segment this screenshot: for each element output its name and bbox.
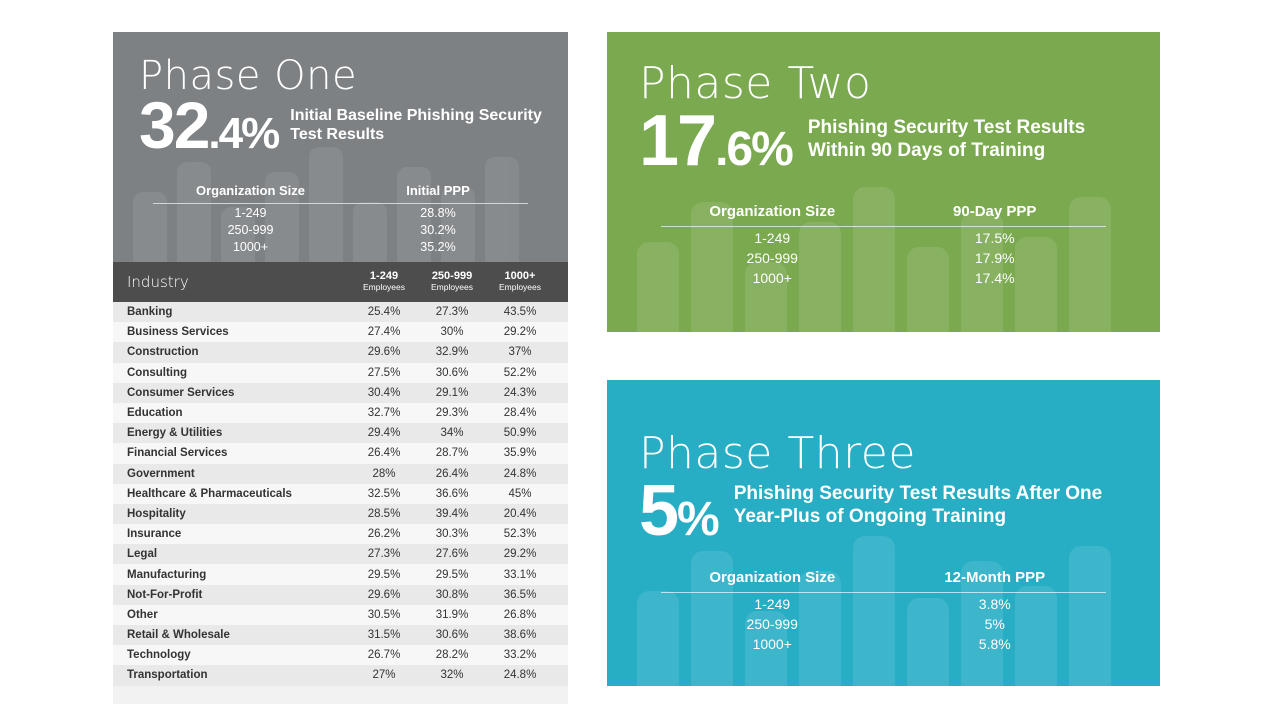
phase-one-summary-table xyxy=(153,183,528,255)
row-c2: 34% xyxy=(440,427,464,440)
table-row xyxy=(113,564,568,584)
summary-value: 5% xyxy=(984,616,1005,632)
table-row xyxy=(113,403,568,423)
row-industry: Legal xyxy=(127,548,158,561)
table-row xyxy=(113,645,568,665)
row-c1: 26.2% xyxy=(367,528,401,541)
phase-one-title: Phase One xyxy=(139,53,358,99)
row-c1: 28% xyxy=(372,467,396,480)
row-c3: 29.2% xyxy=(503,326,537,339)
row-c3: 33.2% xyxy=(503,649,537,662)
row-industry: Transportation xyxy=(127,669,208,682)
phase-two-percent-small: .6% xyxy=(715,123,792,176)
summary-value: 30.2% xyxy=(420,223,456,237)
row-c2: 31.9% xyxy=(435,608,469,621)
summary-header-row xyxy=(661,203,1106,227)
row-c1: 27.4% xyxy=(367,326,401,339)
row-industry: Education xyxy=(127,407,183,420)
summary-header-row xyxy=(661,569,1106,593)
row-c3: 20.4% xyxy=(503,507,537,520)
table-row xyxy=(113,524,568,544)
header-col-1-249-sub: Employees xyxy=(362,282,406,292)
row-industry: Hospitality xyxy=(127,507,186,520)
row-industry: Retail & Wholesale xyxy=(127,629,230,642)
row-industry: Not-For-Profit xyxy=(127,588,203,601)
summary-header-size: Organization Size xyxy=(709,569,836,586)
row-c1: 25.4% xyxy=(367,306,401,319)
table-row xyxy=(113,423,568,443)
row-c1: 27.3% xyxy=(367,548,401,561)
summary-size: 1000+ xyxy=(752,270,792,286)
row-industry: Government xyxy=(127,467,195,480)
summary-value: 35.2% xyxy=(420,240,456,254)
table-row xyxy=(113,504,568,524)
row-c3: 52.2% xyxy=(503,366,537,379)
row-industry: Consumer Services xyxy=(127,386,235,399)
phase-one-panel xyxy=(113,32,568,704)
row-c2: 28.7% xyxy=(435,447,469,460)
summary-header-row xyxy=(153,183,528,204)
phase-three-panel xyxy=(607,380,1160,686)
phase-three-percent xyxy=(639,471,718,555)
row-industry: Banking xyxy=(127,306,173,319)
phase-three-percent-small: % xyxy=(677,493,718,546)
row-c2: 29.3% xyxy=(435,407,469,420)
phase-one-percent-small: .4% xyxy=(208,109,279,158)
phase-three-subtitle: Phishing Security Test Results After One Year-Plus of Ongoing Training xyxy=(733,483,1103,527)
summary-header-value: 12-Month PPP xyxy=(944,569,1046,586)
row-industry: Manufacturing xyxy=(127,568,207,581)
summary-row xyxy=(661,247,1106,267)
summary-size: 250-999 xyxy=(227,223,274,237)
summary-size: 1-249 xyxy=(754,230,791,246)
row-c2: 30.8% xyxy=(435,588,469,601)
header-col-250-999-label: 250-999 xyxy=(431,270,473,282)
phase-two-percent-main: 17 xyxy=(639,101,716,181)
row-c3: 35.9% xyxy=(503,447,537,460)
row-c1: 30.5% xyxy=(367,608,401,621)
summary-value: 17.5% xyxy=(974,230,1015,246)
row-c2: 30% xyxy=(440,326,464,339)
summary-row xyxy=(661,267,1106,287)
row-c2: 27.6% xyxy=(435,548,469,561)
row-c2: 29.1% xyxy=(435,386,469,399)
phase-three-figure-row xyxy=(639,471,1128,555)
summary-value: 17.9% xyxy=(974,250,1015,266)
header-col-250-999-sub: Employees xyxy=(430,282,474,292)
table-row xyxy=(113,383,568,403)
row-c3: 29.2% xyxy=(503,548,537,561)
summary-header-value: Initial PPP xyxy=(406,183,470,198)
phase-two-subtitle: Phishing Security Test Results Within 90 Days of Training xyxy=(807,117,1086,161)
summary-size: 1-249 xyxy=(234,206,267,220)
row-industry: Business Services xyxy=(127,326,229,339)
summary-size: 250-999 xyxy=(746,616,798,632)
phase-two-percent xyxy=(639,101,792,185)
summary-row xyxy=(661,633,1106,653)
header-col-250-999 xyxy=(418,271,486,293)
table-row xyxy=(113,363,568,383)
row-c1: 26.7% xyxy=(367,649,401,662)
phase-one-header xyxy=(113,32,568,262)
header-col-1000-plus-sub: Employees xyxy=(498,282,542,292)
table-row xyxy=(113,342,568,362)
row-c3: 24.8% xyxy=(503,467,537,480)
row-c3: 43.5% xyxy=(503,306,537,319)
row-c1: 29.4% xyxy=(367,427,401,440)
row-c2: 30.6% xyxy=(435,366,469,379)
row-c3: 24.8% xyxy=(503,669,537,682)
table-row xyxy=(113,484,568,504)
row-industry: Other xyxy=(127,608,158,621)
table-row xyxy=(113,443,568,463)
row-industry: Energy & Utilities xyxy=(127,427,223,440)
summary-value: 5.8% xyxy=(978,636,1011,652)
phase-two-title: Phase Two xyxy=(639,58,872,109)
industry-table-body xyxy=(113,302,568,686)
summary-size: 250-999 xyxy=(746,250,798,266)
row-c3: 33.1% xyxy=(503,568,537,581)
row-c1: 29.6% xyxy=(367,588,401,601)
row-c2: 27.3% xyxy=(435,306,469,319)
table-row xyxy=(113,322,568,342)
summary-row xyxy=(153,238,528,255)
phase-one-percent-main: 32 xyxy=(139,88,209,162)
row-c3: 38.6% xyxy=(503,629,537,642)
row-c2: 29.5% xyxy=(435,568,469,581)
row-industry: Healthcare & Pharmaceuticals xyxy=(127,487,292,500)
summary-header-value: 90-Day PPP xyxy=(953,203,1037,220)
row-industry: Insurance xyxy=(127,528,182,541)
summary-row xyxy=(661,593,1106,613)
row-c2: 28.2% xyxy=(435,649,469,662)
row-c2: 39.4% xyxy=(435,507,469,520)
summary-row xyxy=(661,227,1106,247)
summary-size: 1000+ xyxy=(232,240,269,254)
row-c1: 29.6% xyxy=(367,346,401,359)
phase-three-summary-table xyxy=(661,569,1106,653)
summary-row xyxy=(153,221,528,238)
row-c1: 28.5% xyxy=(367,507,401,520)
header-col-1000-plus-label: 1000+ xyxy=(504,270,536,282)
table-row xyxy=(113,625,568,645)
row-c3: 50.9% xyxy=(503,427,537,440)
row-industry: Financial Services xyxy=(127,447,228,460)
row-c3: 26.8% xyxy=(503,608,537,621)
row-c3: 24.3% xyxy=(503,386,537,399)
row-c3: 45% xyxy=(508,487,532,500)
row-industry: Consulting xyxy=(127,366,188,379)
phase-three-title: Phase Three xyxy=(639,428,916,479)
row-c3: 37% xyxy=(508,346,532,359)
row-industry: Construction xyxy=(127,346,199,359)
row-c1: 29.5% xyxy=(367,568,401,581)
row-industry: Technology xyxy=(127,649,191,662)
row-c2: 32.9% xyxy=(435,346,469,359)
summary-size: 1-249 xyxy=(754,596,791,612)
summary-row xyxy=(661,613,1106,633)
table-row xyxy=(113,302,568,322)
table-row xyxy=(113,605,568,625)
row-c1: 26.4% xyxy=(367,447,401,460)
row-c1: 32.5% xyxy=(367,487,401,500)
row-c2: 26.4% xyxy=(435,467,469,480)
phase-three-percent-main: 5 xyxy=(639,471,678,551)
table-row xyxy=(113,585,568,605)
header-col-1000-plus xyxy=(486,271,554,293)
header-col-1-249-label: 1-249 xyxy=(369,270,399,282)
row-c3: 28.4% xyxy=(503,407,537,420)
industry-table-header xyxy=(113,262,568,302)
summary-row xyxy=(153,204,528,221)
row-c3: 36.5% xyxy=(503,588,537,601)
row-c2: 30.3% xyxy=(435,528,469,541)
phase-two-panel xyxy=(607,32,1160,332)
row-c1: 32.7% xyxy=(367,407,401,420)
row-c2: 32% xyxy=(440,669,464,682)
table-row xyxy=(113,665,568,685)
summary-value: 17.4% xyxy=(974,270,1015,286)
summary-size: 1000+ xyxy=(752,636,792,652)
summary-value: 3.8% xyxy=(978,596,1011,612)
phase-two-content xyxy=(607,32,1160,287)
row-c3: 52.3% xyxy=(503,528,537,541)
table-row xyxy=(113,544,568,564)
header-industry: Industry xyxy=(127,273,189,291)
phase-three-content xyxy=(607,380,1160,653)
phase-two-figure-row xyxy=(639,101,1128,185)
row-c1: 27% xyxy=(372,669,396,682)
phase-one-subtitle: Initial Baseline Phishing Security Test Results xyxy=(290,107,542,143)
table-row xyxy=(113,464,568,484)
row-c2: 36.6% xyxy=(435,487,469,500)
summary-header-size: Organization Size xyxy=(195,183,306,198)
summary-value: 28.8% xyxy=(420,206,456,220)
phase-two-summary-table xyxy=(661,203,1106,287)
row-c2: 30.6% xyxy=(435,629,469,642)
row-c1: 27.5% xyxy=(367,366,401,379)
summary-header-size: Organization Size xyxy=(709,203,836,220)
row-c1: 31.5% xyxy=(367,629,401,642)
row-c1: 30.4% xyxy=(367,386,401,399)
header-col-1-249 xyxy=(350,271,418,293)
